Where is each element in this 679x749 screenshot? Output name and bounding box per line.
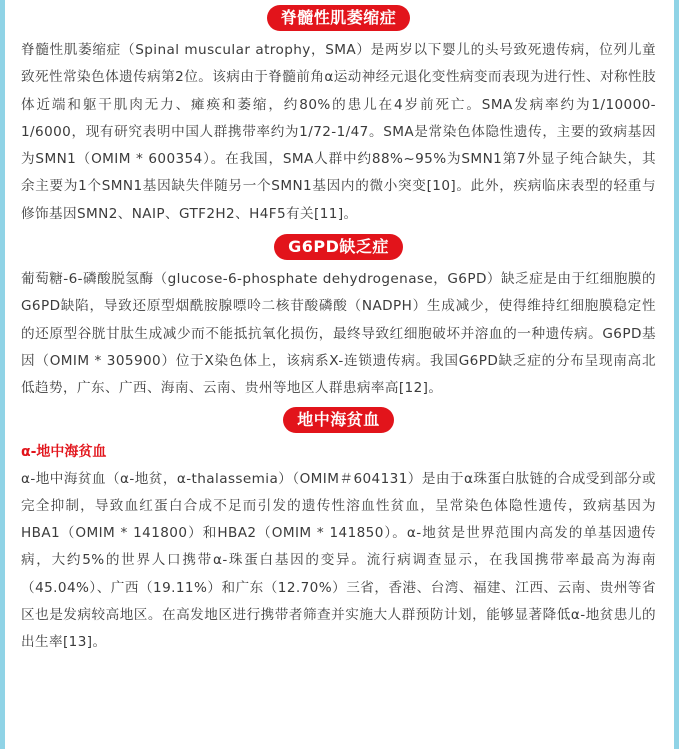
g6pd-paragraph: 葡萄糖-6-磷酸脱氢酶（glucose-6-phosphate dehydrogenase，G6PD）缺乏症是由于红细胞膜的G6PD缺陷，导致还原型烟酰胺腺嘌呤二核苷酸磷酸（NADPH）生成减少，使得维持红细胞膜稳定性的还原型谷胱甘肽生成减少而不能抵抗氧化损伤，最终导致红细胞破坏并溶血的一种遗传病。G6PD基因（OMIM * 305900）位于X染色体上，该病系X-连锁遗传病。我国G6PD缺乏症的分布呈现南高北低趋势，广东、广西、海南、云南、贵州等地区人群患病率高[12]。 [21, 271, 656, 397]
article-panel [5, 0, 674, 749]
section-header-thalassemia [21, 407, 656, 433]
section-title-thalassemia: 地中海贫血 [283, 407, 394, 433]
section-title-g6pd: G6PD缺乏症 [274, 234, 403, 260]
section-header-sma [21, 5, 656, 31]
subheading-alpha-thalassemia: α-地中海贫血 [21, 443, 107, 460]
section-header-g6pd [21, 234, 656, 260]
section-title-sma: 脊髓性肌萎缩症 [267, 5, 411, 31]
sma-paragraph: 脊髓性肌萎缩症（Spinal muscular atrophy，SMA）是两岁以下婴儿的头号致死遗传病，位列儿童致死性常染色体遗传病第2位。该病由于脊髓前角α运动神经元退化变性病变而表现为进行性、对称性肢体近端和躯干肌肉无力、瘫痪和萎缩，约80%的患儿在4岁前死亡。SMA发病率约为1/10000-1/6000，现有研究表明中国人群携带率约为1/72-1/47。SMA是常染色体隐性遗传，主要的致病基因为SMN1（OMIM * 600354）。在我国，SMA人群中约88%~95%为SMN1第7外显子纯合缺失，其余主要为1个SMN1基因缺失伴随另一个SMN1基因内的微小突变[10]。此外，疾病临床表型的轻重与修饰基因SMN2、NAIP、GTF2H2、H4F5有关[11]。 [21, 42, 656, 222]
thalassemia-paragraph: α-地中海贫血（α-地贫，α-thalassemia）（OMIM＃604131）是由于α珠蛋白肽链的合成受到部分或完全抑制，导致血红蛋白合成不足而引发的遗传性溶血性贫血，呈常染色体隐性遗传，致病基因为HBA1（OMIM * 141800）和HBA2（OMIM * 141850）。α-地贫是世界范围内高发的单基因遗传病，大约5%的世界人口携带α-珠蛋白基因的变异。流行病调查显示，在我国携带率最高为海南（45.04%）、广西（19.11%）和广东（12.70%）三省，香港、台湾、福建、江西、云南、贵州等省区也是发病较高地区。在高发地区进行携带者筛查并实施大人群预防计划，能够显著降低α-地贫患儿的出生率[13]。 [21, 470, 656, 651]
